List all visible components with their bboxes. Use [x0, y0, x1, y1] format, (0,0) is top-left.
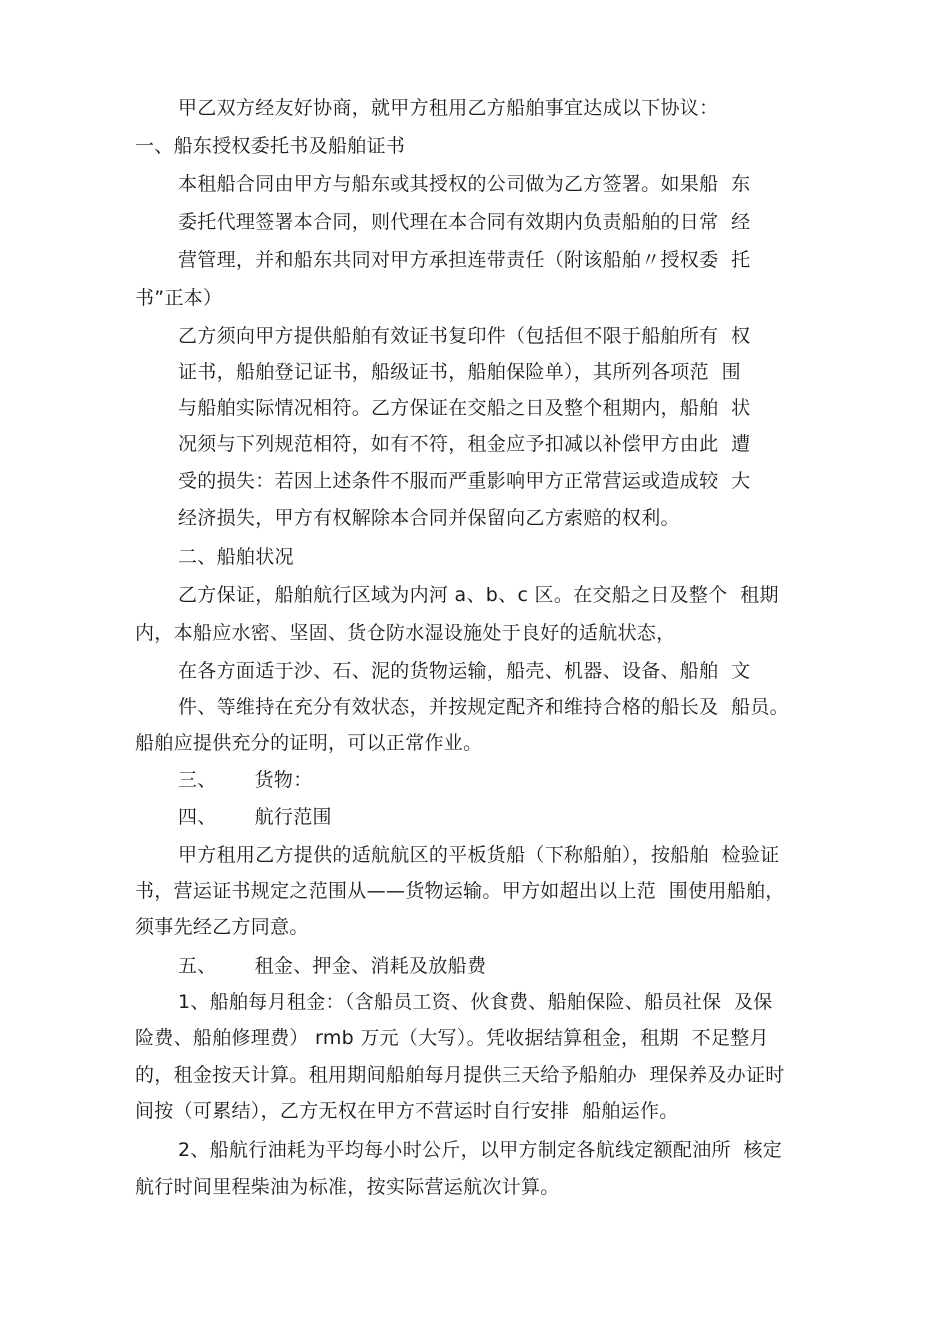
paragraph-line: 受的损失：若因上述条件不服而严重影响甲方正常营运或造成较 大 — [178, 470, 751, 492]
paragraph-line: 本租船合同由甲方与船东或其授权的公司做为乙方签署。如果船 东 — [178, 173, 751, 195]
paragraph-line: 与船舶实际情况相符。乙方保证在交船之日及整个租期内，船舶 状 — [178, 397, 751, 419]
paragraph-line: 的，租金按天计算。租用期间船舶每月提供三天给予船舶办 理保养及办证时 — [135, 1064, 785, 1086]
paragraph-line: 书，营运证书规定之范围从——货物运输。甲方如超出以上范 围使用船舶， — [135, 880, 785, 902]
paragraph-line: 船舶应提供充分的证明，可以正常作业。 — [135, 732, 483, 754]
paragraph-line: 险费、船舶修理费） rmb 万元（大写）。凭收据结算租金，租期 不足整月 — [135, 1027, 769, 1049]
paragraph-line: 件、等维持在充分有效状态，并按规定配齐和维持合格的船长及 船员。 — [178, 696, 789, 718]
section-3-heading: 三、 货物： — [178, 769, 313, 791]
paragraph-line: 况须与下列规范相符，如有不符，租金应予扣减以补偿甲方由此 遭 — [178, 433, 751, 455]
paragraph-line: 航行时间里程柴油为标准，按实际营运航次计算。 — [135, 1176, 560, 1198]
paragraph-line: 须事先经乙方同意。 — [135, 916, 309, 938]
paragraph-line: 2、船航行油耗为平均每小时公斤，以甲方制定各航线定额配油所 核定 — [178, 1139, 783, 1161]
section-5-heading: 五、 租金、押金、消耗及放船费 — [178, 955, 487, 977]
paragraph-line: 乙方保证，船舶航行区域为内河 a、b、c 区。在交船之日及整个 租期 — [178, 584, 779, 606]
section-1-heading: 一、船东授权委托书及船舶证书 — [135, 135, 406, 157]
paragraph-line: 1、船舶每月租金：（含船员工资、伙食费、船舶保险、船员社保 及保 — [178, 991, 773, 1013]
section-4-heading: 四、 航行范围 — [178, 806, 332, 828]
paragraph-line: 经济损失，甲方有权解除本合同并保留向乙方索赔的权利。 — [178, 507, 680, 529]
paragraph-line: 间按（可累结），乙方无权在甲方不营运时自行安排 船舶运作。 — [135, 1100, 679, 1122]
paragraph-line: 乙方须向甲方提供船舶有效证书复印件（包括但不限于船舶所有 权 — [178, 325, 751, 347]
paragraph-line: 甲方租用乙方提供的适航航区的平板货船（下称船舶），按船舶 检验证 — [178, 844, 780, 866]
paragraph-line: 营管理，并和船东共同对甲方承担连带责任（附该船舶〃授权委 托 — [178, 249, 751, 271]
paragraph-line: 委托代理签署本合同，则代理在本合同有效期内负责船舶的日常 经 — [178, 211, 751, 233]
section-2-heading: 二、船舶状况 — [178, 546, 294, 568]
intro-line: 甲乙双方经友好协商，就甲方租用乙方船舶事宜达成以下协议： — [178, 97, 719, 119]
paragraph-line: 证书，船舶登记证书，船级证书，船舶保险单），其所列各项范 围 — [178, 361, 741, 383]
paragraph-line: 在各方面适于沙、石、泥的货物运输，船壳、机器、设备、船舶 文 — [178, 660, 751, 682]
paragraph-line: 内，本船应水密、坚固、货仓防水湿设施处于良好的适航状态， — [135, 622, 676, 644]
paragraph-line: 书”正本） — [135, 287, 223, 309]
